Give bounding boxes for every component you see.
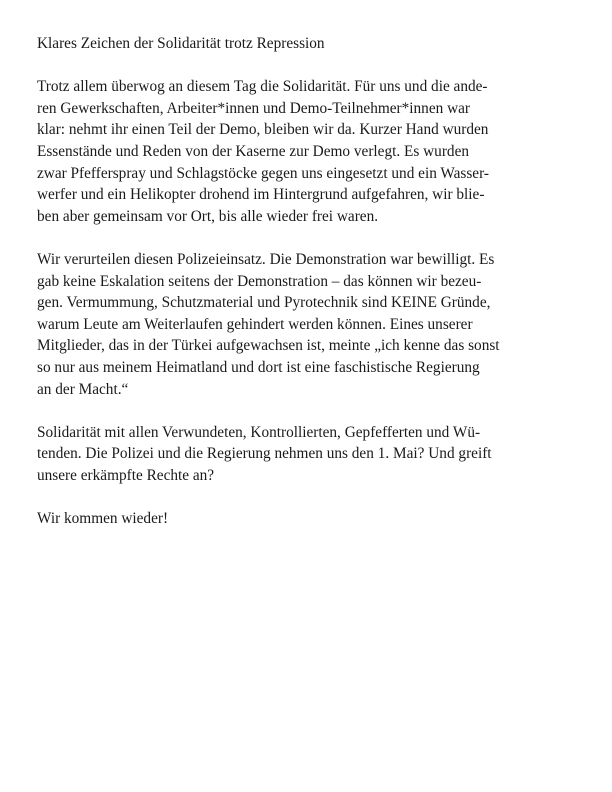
text-line: werfer und ein Helikopter drohend im Hintergrund aufgefahren, wir blie- bbox=[37, 186, 485, 204]
paragraph-spacer bbox=[37, 400, 577, 422]
text-line: Solidarität mit allen Verwundeten, Kontrollierten, Gepfefferten und Wü- bbox=[37, 423, 481, 441]
paragraph-spacer bbox=[37, 55, 577, 77]
text-line: Trotz allem überwog an diesem Tag die Solidarität. Für uns und die ande- bbox=[37, 78, 488, 96]
text-line: Essenstände und Reden von der Kaserne zur Demo verlegt. Es wurden bbox=[37, 142, 470, 160]
text-line: so nur aus meinem Heimatland und dort ist eine faschistische Regierung bbox=[37, 358, 480, 376]
text-line: Wir verurteilen diesen Polizeieinsatz. Die Demonstration war bewilligt. Es bbox=[37, 250, 495, 268]
text-line: tenden. Die Polizei und die Regierung nehmen uns den 1. Mai? Und greift bbox=[37, 445, 492, 463]
text-line: ren Gewerkschaften, Arbeiter*innen und Demo-Teilnehmer*innen war bbox=[37, 99, 471, 117]
text-line: warum Leute am Weiterlaufen gehindert werden können. Eines unserer bbox=[37, 315, 473, 333]
text-line: zwar Pfefferspray und Schlagstöcke gegen uns eingesetzt und ein Wasser- bbox=[37, 164, 489, 182]
paragraph-closing bbox=[37, 508, 577, 530]
text-line: klar: nehmt ihr einen Teil der Demo, bleiben wir da. Kurzer Hand wurden bbox=[37, 121, 489, 139]
document-title: Klares Zeichen der Solidarität trotz Repression bbox=[37, 35, 325, 52]
paragraph-solidarity-call bbox=[37, 422, 577, 487]
text-line: gab keine Eskalation seitens der Demonstration – das können wir bezeu- bbox=[37, 272, 482, 290]
paragraph-condemnation bbox=[37, 249, 577, 400]
text-line: an der Macht.“ bbox=[37, 380, 129, 398]
text-line: Wir kommen wieder! bbox=[37, 510, 169, 528]
text-line: unsere erkämpfte Rechte an? bbox=[37, 466, 215, 484]
text-line: gen. Vermummung, Schutzmaterial und Pyrotechnik sind KEINE Gründe, bbox=[37, 294, 491, 312]
text-line: Mitglieder, das in der Türkei aufgewachsen ist, meinte „ich kenne das sonst bbox=[37, 337, 500, 355]
paragraph-spacer bbox=[37, 227, 577, 249]
paragraph-solidarity bbox=[37, 76, 577, 227]
document-body bbox=[37, 33, 577, 530]
text-line: ben aber gemeinsam vor Ort, bis alle wieder frei waren. bbox=[37, 207, 379, 225]
paragraph-spacer bbox=[37, 486, 577, 508]
